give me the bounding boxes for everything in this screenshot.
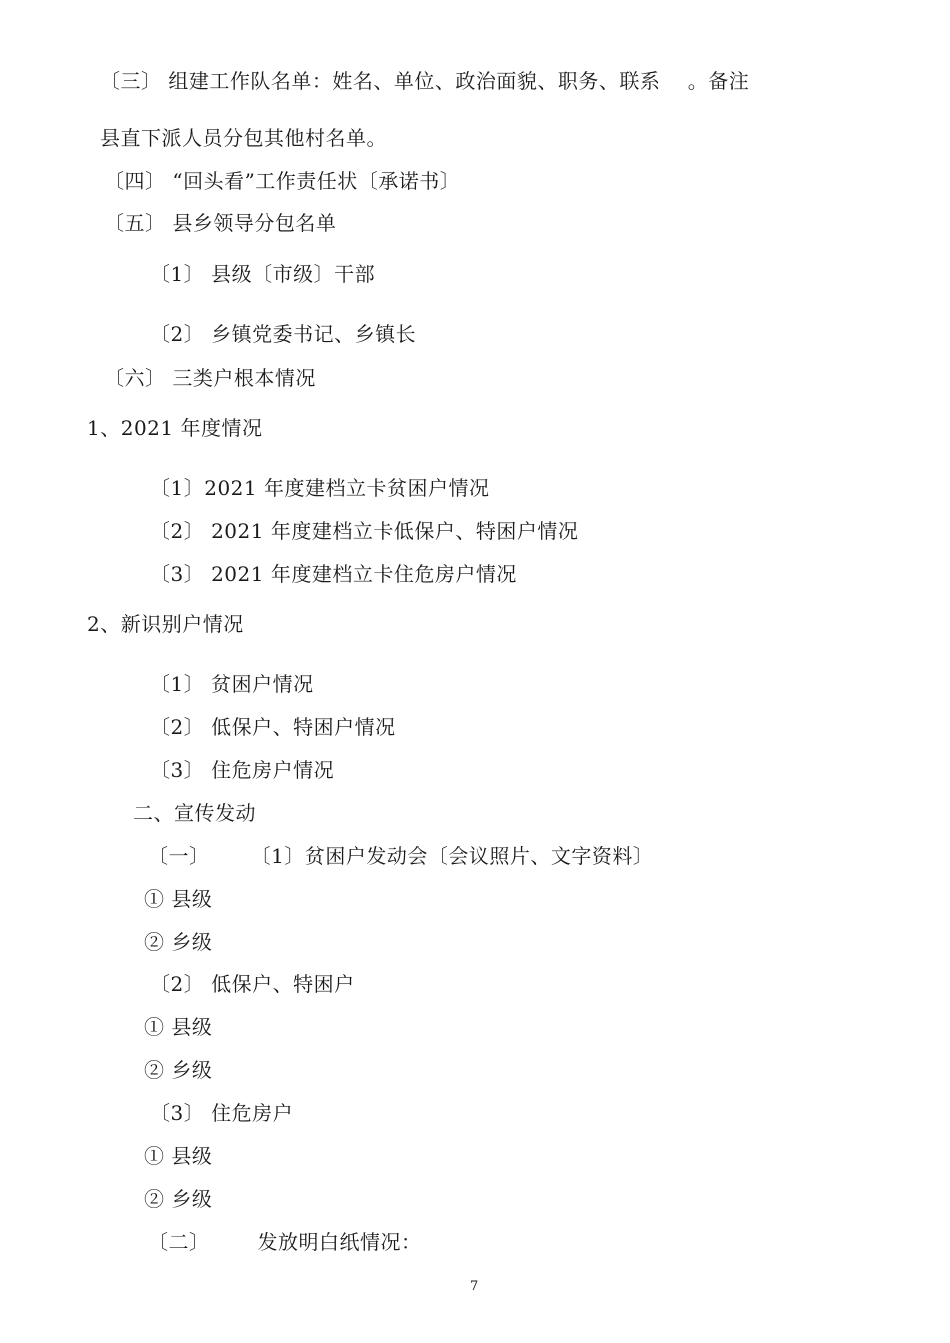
heading-publicity: 二、宣传发动: [133, 801, 256, 825]
sub-township-2: ② 乡级: [144, 1058, 213, 1082]
item-2021-subsistence: 〔2〕 2021 年度建档立卡低保户、特困户情况: [150, 519, 579, 543]
sub-county-3: ① 县级: [144, 1144, 213, 1168]
heading-new-households: 2、新识别户情况: [87, 612, 244, 636]
item-new-dangerous-housing: 〔3〕 住危房户情况: [150, 758, 335, 782]
item-county-cadres: 〔1〕 县级〔市级〕干部: [150, 262, 376, 286]
section-3-team-list: 〔三〕 组建工作队名单：姓名、单位、政治面貌、职务、联系 。备注: [100, 69, 750, 93]
heading-2021-status: 1、2021 年度情况: [87, 416, 263, 440]
sub-township-3: ② 乡级: [144, 1187, 213, 1211]
item-new-subsistence: 〔2〕 低保户、特困户情况: [150, 715, 396, 739]
sub-township-1: ② 乡级: [144, 930, 213, 954]
item-2021-dangerous-housing: 〔3〕 2021 年度建档立卡住危房户情况: [150, 562, 517, 586]
item-leaflets: 〔二〕 发放明白纸情况：: [148, 1230, 422, 1254]
item-township-leaders: 〔2〕 乡镇党委书记、乡镇长: [150, 322, 417, 346]
section-3-team-list-cont: 县直下派人员分包其他村名单。: [100, 126, 387, 150]
section-6-households: 〔六〕 三类户根本情况: [104, 366, 316, 390]
section-4-responsibility: 〔四〕 “回头看”工作责任状〔承诺书〕: [104, 169, 461, 193]
page-number: 7: [470, 1279, 479, 1294]
item-dangerous-housing: 〔3〕 住危房户: [150, 1101, 294, 1125]
sub-county-1: ① 县级: [144, 887, 213, 911]
sub-county-2: ① 县级: [144, 1015, 213, 1039]
section-5-leaders: 〔五〕 县乡领导分包名单: [104, 211, 337, 235]
item-subsistence-special: 〔2〕 低保户、特困户: [150, 972, 355, 996]
item-2021-poor: 〔1〕2021 年度建档立卡贫困户情况: [150, 476, 490, 500]
item-new-poor: 〔1〕 贫困户情况: [150, 672, 314, 696]
item-mobilization-meeting: 〔一〕 〔1〕贫困户发动会〔会议照片、文字资料〕: [148, 844, 654, 868]
